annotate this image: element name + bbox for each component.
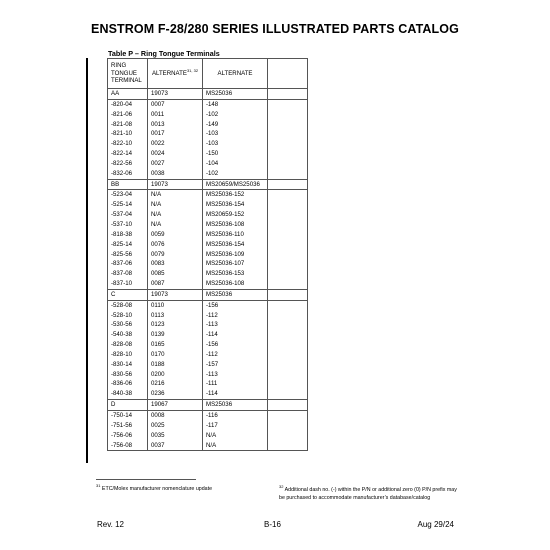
header-blank [268, 59, 308, 89]
blank-cell [268, 400, 308, 411]
footnote-separator [96, 479, 196, 480]
alternate-2-value: -113 [203, 320, 268, 330]
table-row [108, 311, 308, 321]
alternate-2-value: -102 [203, 169, 268, 179]
terminal-dash-number: -820-04 [108, 99, 148, 109]
alternate-2-value: -116 [203, 411, 268, 421]
group-code: BB [108, 179, 148, 190]
alternate-2-value: MS20659-152 [203, 210, 268, 220]
blank-cell [268, 389, 308, 399]
terminal-dash-number: -822-14 [108, 149, 148, 159]
terminal-dash-number: -821-08 [108, 120, 148, 130]
alternate-2-value: MS25036-110 [203, 230, 268, 240]
table-row [108, 240, 308, 250]
table-row [108, 129, 308, 139]
blank-cell [268, 240, 308, 250]
footnote-31-number: 31 [96, 483, 101, 489]
blank-cell [268, 230, 308, 240]
alternate-1-value: N/A [148, 220, 203, 230]
group-row [108, 89, 308, 100]
alternate-2-value: -150 [203, 149, 268, 159]
alternate-2-value: -112 [203, 311, 268, 321]
table-row [108, 230, 308, 240]
table-row [108, 220, 308, 230]
blank-cell [268, 179, 308, 190]
alternate-1-value: 0170 [148, 350, 203, 360]
table-row [108, 320, 308, 330]
table-row [108, 120, 308, 130]
terminal-dash-number: -830-14 [108, 360, 148, 370]
group-row [108, 400, 308, 411]
table-row [108, 330, 308, 340]
blank-cell [268, 370, 308, 380]
alternate-1-value: 0123 [148, 320, 203, 330]
terminal-dash-number: -840-38 [108, 389, 148, 399]
table-row [108, 269, 308, 279]
group-alternate-1: 19073 [148, 289, 203, 300]
table-row [108, 190, 308, 200]
terminal-dash-number: -822-10 [108, 139, 148, 149]
blank-cell [268, 169, 308, 179]
blank-cell [268, 200, 308, 210]
alternate-2-value: MS25036-154 [203, 200, 268, 210]
table-header-row [108, 59, 308, 89]
footnote-32-number: 32 [279, 484, 284, 490]
alternate-2-value: -156 [203, 300, 268, 310]
terminal-dash-number: -825-14 [108, 240, 148, 250]
alternate-1-value: 0035 [148, 431, 203, 441]
alternate-1-value: 0139 [148, 330, 203, 340]
alternate-2-value: -112 [203, 350, 268, 360]
blank-cell [268, 259, 308, 269]
alternate-2-value: -103 [203, 139, 268, 149]
alternate-2-value: -149 [203, 120, 268, 130]
header-col1-line2: TONGUE [111, 69, 137, 77]
table-row [108, 441, 308, 451]
terminal-dash-number: -828-08 [108, 340, 148, 350]
alternate-1-value: 0200 [148, 370, 203, 380]
alternate-1-value: 0022 [148, 139, 203, 149]
blank-cell [268, 120, 308, 130]
blank-cell [268, 279, 308, 289]
terminal-dash-number: -837-10 [108, 279, 148, 289]
table-body [108, 89, 308, 451]
alternate-2-value: -114 [203, 330, 268, 340]
table-row [108, 431, 308, 441]
terminal-dash-number: -750-14 [108, 411, 148, 421]
terminal-dash-number: -828-10 [108, 350, 148, 360]
table-row [108, 300, 308, 310]
blank-cell [268, 340, 308, 350]
terminal-dash-number: -528-10 [108, 311, 148, 321]
terminal-dash-number: -537-04 [108, 210, 148, 220]
terminal-dash-number: -756-06 [108, 431, 148, 441]
header-alternate-1 [148, 59, 203, 89]
alternate-1-value: 0013 [148, 120, 203, 130]
alternate-1-value: N/A [148, 190, 203, 200]
alternate-2-value: MS25036-153 [203, 269, 268, 279]
alternate-2-value: -111 [203, 379, 268, 389]
blank-cell [268, 220, 308, 230]
blank-cell [268, 360, 308, 370]
alternate-1-value: 0110 [148, 300, 203, 310]
group-alternate-2: MS25036 [203, 400, 268, 411]
blank-cell [268, 411, 308, 421]
table-row [108, 279, 308, 289]
alternate-2-value: -104 [203, 159, 268, 169]
group-alternate-2: MS25036 [203, 289, 268, 300]
alternate-1-value: 0059 [148, 230, 203, 240]
table-row [108, 411, 308, 421]
header-alternate-2: ALTERNATE [203, 59, 268, 89]
alternate-2-value: MS25036-154 [203, 240, 268, 250]
alternate-1-value: 0025 [148, 421, 203, 431]
blank-cell [268, 320, 308, 330]
blank-cell [268, 190, 308, 200]
page-title: ENSTROM F-28/280 SERIES ILLUSTRATED PARTS CATALOG [91, 22, 459, 36]
alternate-1-value: 0079 [148, 250, 203, 260]
alternate-1-value: 0017 [148, 129, 203, 139]
header-col1-line1: RING [111, 62, 127, 70]
blank-cell [268, 330, 308, 340]
terminal-dash-number: -822-56 [108, 159, 148, 169]
alternate-1-value: 0087 [148, 279, 203, 289]
alternate-2-value: -148 [203, 99, 268, 109]
footer-date: Aug 29/24 [417, 520, 454, 529]
alternate-1-value: 0008 [148, 411, 203, 421]
blank-cell [268, 99, 308, 109]
terminal-dash-number: -525-14 [108, 200, 148, 210]
header-col2-footnote-ref: 31, 32 [186, 67, 199, 73]
blank-cell [268, 300, 308, 310]
alternate-2-value: N/A [203, 441, 268, 451]
table-row [108, 379, 308, 389]
blank-cell [268, 89, 308, 100]
blank-cell [268, 350, 308, 360]
blank-cell [268, 311, 308, 321]
alternate-1-value: 0188 [148, 360, 203, 370]
alternate-1-value: 0113 [148, 311, 203, 321]
header-ring-tongue-terminal [108, 59, 148, 89]
alternate-2-value: -114 [203, 389, 268, 399]
terminal-dash-number: -821-06 [108, 110, 148, 120]
terminal-dash-number: -540-38 [108, 330, 148, 340]
table-row [108, 200, 308, 210]
table-row [108, 159, 308, 169]
group-alternate-2: MS25036 [203, 89, 268, 100]
alternate-1-value: 0083 [148, 259, 203, 269]
terminal-dash-number: -751-56 [108, 421, 148, 431]
group-alternate-2: MS20659/MS25036 [203, 179, 268, 190]
table-row [108, 139, 308, 149]
group-code: AA [108, 89, 148, 100]
alternate-1-value: 0085 [148, 269, 203, 279]
blank-cell [268, 149, 308, 159]
blank-cell [268, 379, 308, 389]
footnote-31-text: ETC/Molex manufacturer nomenclature update [100, 486, 213, 492]
table-row [108, 169, 308, 179]
group-alternate-1: 19067 [148, 400, 203, 411]
footnote-32-text: Additional dash no. (-) within the P/N or additional zero (0) P/N prefix may be purchased to accommodate manufacturer’s database/catalog [279, 487, 457, 501]
ring-tongue-terminal-table [107, 58, 308, 451]
revision-change-bar [86, 58, 88, 463]
alternate-1-value: 0236 [148, 389, 203, 399]
alternate-1-value: N/A [148, 200, 203, 210]
terminal-dash-number: -821-10 [108, 129, 148, 139]
blank-cell [268, 250, 308, 260]
blank-cell [268, 269, 308, 279]
alternate-1-value: 0027 [148, 159, 203, 169]
blank-cell [268, 289, 308, 300]
alternate-2-value: -103 [203, 129, 268, 139]
group-row [108, 289, 308, 300]
terminal-dash-number: -836-06 [108, 379, 148, 389]
terminal-dash-number: -837-06 [108, 259, 148, 269]
table-row [108, 421, 308, 431]
table-row [108, 99, 308, 109]
alternate-1-value: 0037 [148, 441, 203, 451]
group-code: C [108, 289, 148, 300]
footer-revision: Rev. 12 [97, 520, 124, 529]
blank-cell [268, 441, 308, 451]
alternate-1-value: 0038 [148, 169, 203, 179]
table-row [108, 389, 308, 399]
alternate-2-value: MS25036-109 [203, 250, 268, 260]
blank-cell [268, 159, 308, 169]
alternate-2-value: -117 [203, 421, 268, 431]
terminal-dash-number: -818-38 [108, 230, 148, 240]
terminal-dash-number: -756-08 [108, 441, 148, 451]
alternate-2-value: -156 [203, 340, 268, 350]
footnote-32 [279, 486, 459, 502]
header-col2-label: ALTERNATE [151, 69, 187, 77]
alternate-1-value: N/A [148, 210, 203, 220]
blank-cell [268, 421, 308, 431]
blank-cell [268, 129, 308, 139]
terminal-dash-number: -825-56 [108, 250, 148, 260]
alternate-1-value: 0011 [148, 110, 203, 120]
alternate-1-value: 0165 [148, 340, 203, 350]
blank-cell [268, 110, 308, 120]
footer-page-number: B-16 [264, 520, 281, 529]
alternate-2-value: N/A [203, 431, 268, 441]
alternate-2-value: MS25036-152 [203, 190, 268, 200]
header-col1-line3: TERMINAL [111, 77, 142, 85]
group-alternate-1: 19073 [148, 89, 203, 100]
terminal-dash-number: -832-06 [108, 169, 148, 179]
alternate-1-value: 0216 [148, 379, 203, 389]
blank-cell [268, 139, 308, 149]
table-row [108, 370, 308, 380]
alternate-1-value: 0024 [148, 149, 203, 159]
blank-cell [268, 210, 308, 220]
group-code: D [108, 400, 148, 411]
blank-cell [268, 431, 308, 441]
terminal-dash-number: -830-56 [108, 370, 148, 380]
alternate-1-value: 0076 [148, 240, 203, 250]
table-row [108, 149, 308, 159]
terminal-dash-number: -523-04 [108, 190, 148, 200]
table-row [108, 340, 308, 350]
alternate-2-value: -157 [203, 360, 268, 370]
alternate-2-value: -102 [203, 110, 268, 120]
table-row [108, 259, 308, 269]
alternate-2-value: -113 [203, 370, 268, 380]
group-row [108, 179, 308, 190]
footnote-31 [96, 483, 213, 492]
table-row [108, 210, 308, 220]
alternate-2-value: MS25036-107 [203, 259, 268, 269]
table-caption: Table P – Ring Tongue Terminals [108, 49, 220, 58]
group-alternate-1: 19073 [148, 179, 203, 190]
alternate-2-value: MS25036-108 [203, 279, 268, 289]
alternate-2-value: MS25036-108 [203, 220, 268, 230]
table-row [108, 110, 308, 120]
table-row [108, 250, 308, 260]
terminal-dash-number: -837-08 [108, 269, 148, 279]
terminal-dash-number: -530-56 [108, 320, 148, 330]
table-row [108, 360, 308, 370]
terminal-dash-number: -528-08 [108, 300, 148, 310]
table-row [108, 350, 308, 360]
alternate-1-value: 0007 [148, 99, 203, 109]
terminal-dash-number: -537-10 [108, 220, 148, 230]
